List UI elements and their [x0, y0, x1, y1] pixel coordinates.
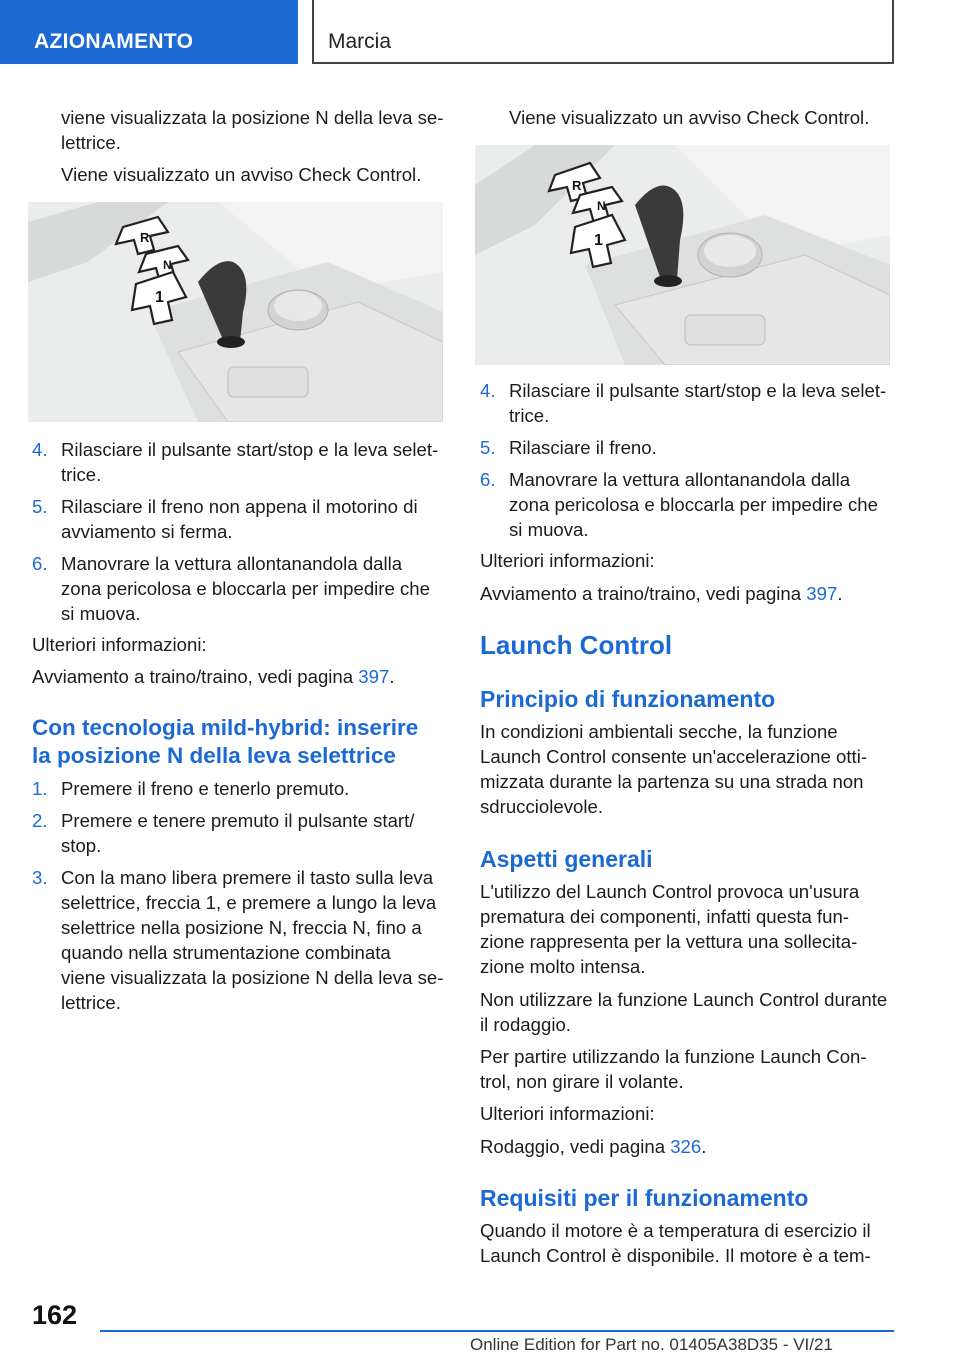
reference-end: .	[389, 666, 395, 687]
page-number: 162	[32, 1300, 78, 1330]
step-text: selettrice, freccia 1, e premere a lungo la leva	[61, 892, 437, 913]
step-number: 6.	[32, 553, 48, 574]
step-text: Rilasciare il freno non appena il motorino di	[61, 496, 418, 517]
paragraph-line: zione rappresenta per la vettura una sollecita‐	[480, 931, 858, 952]
step-text: trice.	[61, 464, 102, 485]
page-title-box	[312, 0, 894, 64]
step-text: Manovrare la vettura allontanandola dalla	[509, 469, 851, 490]
reference-line	[480, 1134, 706, 1159]
arrow-label-r: R	[140, 230, 150, 245]
arrow-label-n: N	[597, 199, 606, 213]
gear-selector-illustration	[475, 145, 890, 365]
paragraph-line: Quando il motore è a temperatura di esercizio il	[480, 1220, 871, 1241]
step-number: 6.	[480, 469, 496, 490]
heading-launch-control: Launch Control	[480, 630, 673, 660]
paragraph-line: Launch Control consente un'accelerazione otti‐	[480, 746, 868, 767]
reference-line	[480, 581, 842, 606]
step-number: 4.	[32, 439, 48, 460]
step-text: trice.	[509, 405, 550, 426]
reference-line	[32, 664, 394, 689]
step-text: Manovrare la vettura allontanandola dalla	[61, 553, 403, 574]
step-text: viene visualizzata la posizione N della leva se‐	[61, 967, 444, 988]
paragraph-line: il rodaggio.	[480, 1014, 571, 1035]
page-link[interactable]: 397	[358, 666, 390, 687]
arrow-label-1: 1	[594, 232, 603, 249]
step-number: 4.	[480, 380, 496, 401]
section-heading-line-2: la posizione N della leva selettrice	[32, 743, 396, 768]
check-control-text: Viene visualizzato un avviso Check Control.	[509, 107, 870, 128]
step-number: 3.	[32, 867, 48, 888]
step-number: 5.	[480, 437, 496, 458]
paragraph-line: trol, non girare il volante.	[480, 1071, 684, 1092]
section-heading-line-1: Con tecnologia mild-hybrid: inserire	[32, 715, 419, 740]
step-text: lettrice.	[61, 992, 121, 1013]
step-number: 5.	[32, 496, 48, 517]
step-text: Rilasciare il pulsante start/stop e la leva selet‐	[61, 439, 439, 460]
reference-end: .	[701, 1136, 707, 1157]
arrow-label-n: N	[163, 258, 172, 272]
paragraph-line: sdrucciolevole.	[480, 796, 603, 817]
paragraph-line: Non utilizzare la funzione Launch Control durante	[480, 989, 888, 1010]
gear-selector-illustration	[28, 202, 443, 422]
step-text: si muova.	[61, 603, 141, 624]
paragraph-line: zione molto intensa.	[480, 956, 646, 977]
reference-text: Avviamento a traino/traino, vedi pagina	[480, 583, 807, 604]
step-number: 2.	[32, 810, 48, 831]
step-text: Premere e tenere premuto il pulsante start/	[61, 810, 415, 831]
page-title: Marcia	[328, 30, 392, 53]
step-text: si muova.	[509, 519, 589, 540]
step-text: selettrice nella posizione N, freccia N, fino a	[61, 917, 422, 938]
more-info-label: Ulteriori informazioni:	[480, 550, 655, 571]
step-text: zona pericolosa e bloccarla per impedire che	[509, 494, 878, 515]
step-text: avviamento si ferma.	[61, 521, 233, 542]
section-tab	[0, 0, 298, 64]
heading-requisiti: Requisiti per il funzionamento	[480, 1185, 809, 1211]
reference-text: Avviamento a traino/traino, vedi pagina	[32, 666, 359, 687]
page-link[interactable]: 326	[670, 1136, 702, 1157]
paragraph-line: mizzata durante la partenza su una strada non	[480, 771, 864, 792]
page-link[interactable]: 397	[806, 583, 838, 604]
paragraph-line: prematura dei componenti, infatti questa fun‐	[480, 906, 849, 927]
heading-principio: Principio di funzionamento	[480, 686, 776, 712]
step-number: 1.	[32, 778, 48, 799]
footer-edition: Online Edition for Part no. 01405A38D35 - VI/21	[470, 1335, 833, 1354]
intro-line-2: lettrice.	[61, 132, 121, 153]
step-text: Con la mano libera premere il tasto sulla leva	[61, 867, 434, 888]
reference-text: Rodaggio, vedi pagina	[480, 1136, 671, 1157]
more-info-label: Ulteriori informazioni:	[480, 1103, 655, 1124]
more-info-label: Ulteriori informazioni:	[32, 634, 207, 655]
section-label: AZIONAMENTO	[34, 30, 194, 53]
step-text: stop.	[61, 835, 102, 856]
arrow-label-r: R	[572, 178, 582, 193]
paragraph-line: L'utilizzo del Launch Control provoca un'usura	[480, 881, 860, 902]
paragraph-line: In condizioni ambientali secche, la funzione	[480, 721, 838, 742]
heading-aspetti: Aspetti generali	[480, 846, 653, 872]
check-control-text: Viene visualizzato un avviso Check Control.	[61, 164, 422, 185]
paragraph-line: Per partire utilizzando la funzione Launch Con‐	[480, 1046, 867, 1067]
paragraph-line: Launch Control è disponibile. Il motore è a tem‐	[480, 1245, 871, 1266]
step-text: zona pericolosa e bloccarla per impedire che	[61, 578, 430, 599]
arrow-label-1: 1	[155, 289, 164, 306]
step-text: Premere il freno e tenerlo premuto.	[61, 778, 350, 799]
reference-end: .	[837, 583, 843, 604]
footer-divider	[100, 1330, 894, 1332]
step-text: Rilasciare il pulsante start/stop e la leva selet‐	[509, 380, 887, 401]
step-text: Rilasciare il freno.	[509, 437, 657, 458]
intro-line-1: viene visualizzata la posizione N della leva se‐	[61, 107, 444, 128]
step-text: quando nella strumentazione combinata	[61, 942, 391, 963]
